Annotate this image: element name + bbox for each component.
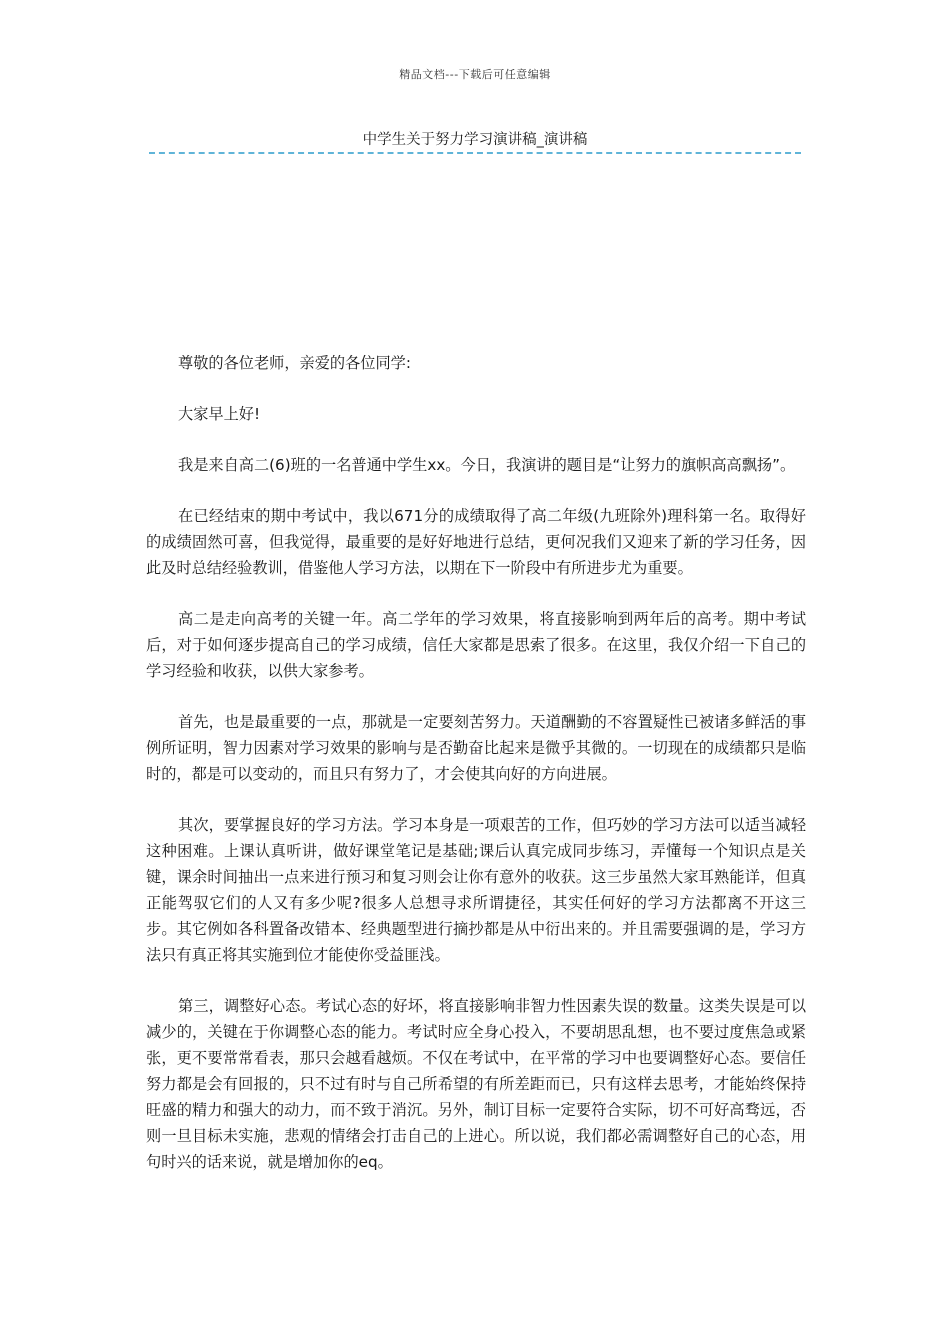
speech-body [146,350,806,1200]
paragraph: 第三，调整好心态。考试心态的好坏，将直接影响非智力性因素失误的数量。这类失误是可以减少的，关键在于你调整心态的能力。考试时应全身心投入，不要胡思乱想，也不要过度焦急或紧张，更不要常常看表，那只会越看越烦。不仅在考试中，在平常的学习中也要调整好心态。要信任努力都是会有回报的，只不过有时与自己所希望的有所差距而已，只有这样去思考，才能始终保持旺盛的精力和强大的动力，而不致于消沉。另外，制订目标一定要符合实际，切不可好高骛远，否则一旦目标未实施，悲观的情绪会打击自己的上进心。所以说，我们都必需调整好自己的心态，用句时兴的话来说，就是增加你的eq。 [146,997,806,1171]
paragraph: 在已经结束的期中考试中，我以671分的成绩取得了高二年级(九班除外)理科第一名。取得好的成绩固然可喜，但我觉得，最重要的是好好地进行总结，更何况我们又迎来了新的学习任务，因此及时总结经验教训，借鉴他人学习方法，以期在下一阶段中有所进步尤为重要。 [146,507,806,577]
title-divider [149,152,801,154]
paragraph: 高二是走向高考的关键一年。高二学年的学习效果，将直接影响到两年后的高考。期中考试后，对于如何逐步提高自己的学习成绩，信任大家都是思索了很多。在这里，我仅介绍一下自己的学习经验和收获，以供大家参考。 [146,610,806,680]
document-title: 中学生关于努力学习演讲稿_演讲稿 [362,132,588,148]
paragraph: 首先，也是最重要的一点，那就是一定要刻苦努力。天道酬勤的不容置疑性已被诸多鲜活的事例所证明，智力因素对学习效果的影响与是否勤奋比起来是微乎其微的。一切现在的成绩都只是临时的，都是可以变动的，而且只有努力了，才会使其向好的方向进展。 [146,713,806,783]
paragraph: 我是来自高二(6)班的一名普通中学生xx。今日，我演讲的题目是“让努力的旗帜高高飘扬”。 [178,456,796,474]
header-note: 精品文档---下载后可任意编辑 [399,68,551,81]
greeting: 大家早上好! [178,405,261,423]
salutation: 尊敬的各位老师，亲爱的各位同学: [178,354,411,372]
paragraph: 其次，要掌握良好的学习方法。学习本身是一项艰苦的工作，但巧妙的学习方法可以适当减轻这种困难。上课认真听讲，做好课堂笔记是基础;课后认真完成同步练习，弄懂每一个知识点是关键，课余时间抽出一点来进行预习和复习则会让你有意外的收获。这三步虽然大家耳熟能详，但真正能驾驭它们的人又有多少呢?很多人总想寻求所谓捷径，其实任何好的学习方法都离不开这三步。其它例如各科置备改错本、经典题型进行摘抄都是从中衍出来的。并且需要强调的是，学习方法只有真正将其实施到位才能使你受益匪浅。 [146,816,806,964]
